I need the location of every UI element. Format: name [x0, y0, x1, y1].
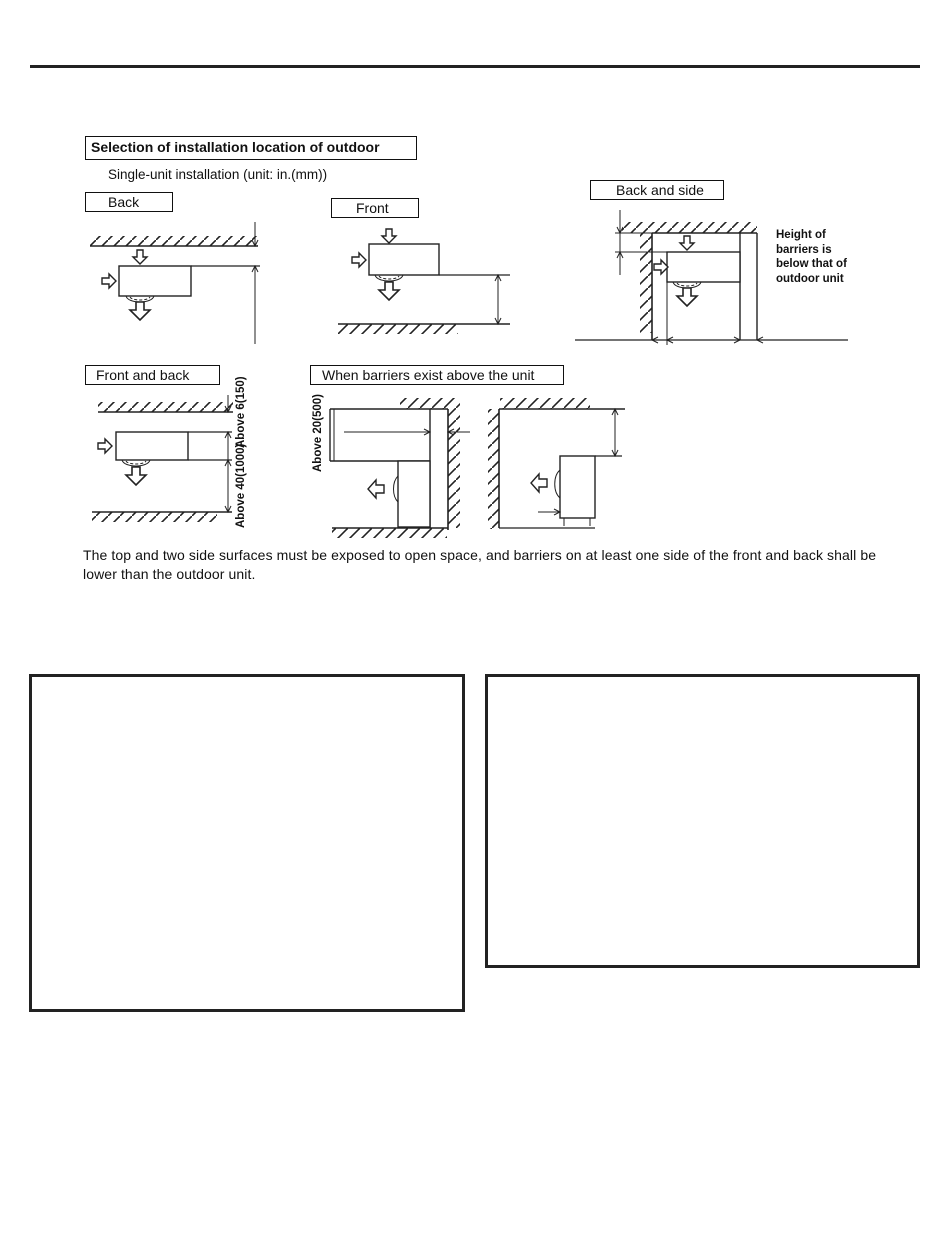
figure-barriers-above-right [488, 398, 625, 529]
barrier-height-note: Height of barriers is below that of outdoor unit [776, 229, 847, 285]
left-panel [29, 674, 465, 1012]
back-and-side-label: Back and side [590, 180, 724, 200]
dim-above-6: Above 6(150) [235, 376, 247, 448]
barriers-above-label: When barriers exist above the unit [310, 365, 564, 385]
dim-above-40: Above 40(1000) [235, 443, 247, 528]
figure-front [338, 229, 510, 334]
section-subtitle: Single-unit installation (unit: in.(mm)) [108, 167, 328, 182]
front-label: Front [331, 198, 419, 218]
back-label: Back [85, 192, 173, 212]
figure-back [90, 222, 260, 344]
installation-note: The top and two side surfaces must be exposed to open space, and barriers on at least one side of the front and back shall be lower than the outdoor unit. [83, 547, 877, 582]
figure-front-and-back [92, 395, 233, 522]
front-and-back-label: Front and back [85, 365, 220, 385]
right-panel [485, 674, 920, 968]
section-title: Selection of installation location of outdoor [85, 136, 417, 160]
dim-above-20: Above 20(500) [312, 394, 324, 472]
figure-barriers-above-left [330, 398, 470, 538]
